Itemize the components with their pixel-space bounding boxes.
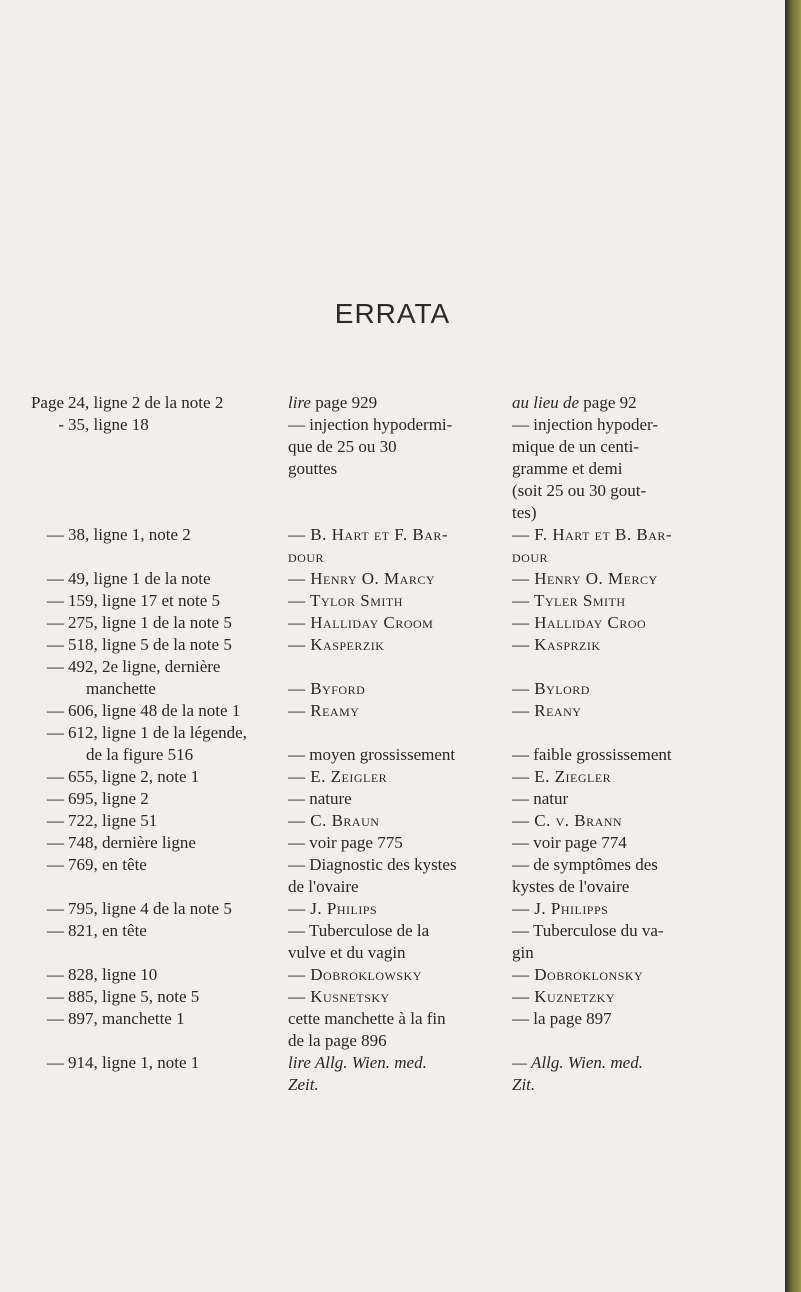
row-original: — J. Philipps [512, 899, 609, 918]
row-original: — C. v. Brann [512, 811, 623, 830]
row-location: 897, manchette 1 [68, 1009, 185, 1028]
row-correction: — Reamy [288, 701, 360, 720]
row-location: 159, ligne 17 et note 5 [68, 591, 221, 610]
errata-row [0, 898, 785, 920]
page-title: ERRATA [334, 298, 451, 329]
row-location: 795, ligne 4 de la note 5 [68, 899, 232, 918]
row-location: 35, ligne 18 [68, 415, 149, 434]
row-dash: — [47, 767, 64, 786]
row-location: 722, ligne 51 [68, 811, 158, 830]
row-dash: — [47, 811, 64, 830]
row-location: 695, ligne 2 [68, 789, 149, 808]
errata-row [0, 832, 785, 854]
row-correction: — J. Philips [288, 899, 378, 918]
row-location: 769, en tête [68, 855, 147, 874]
errata-row [0, 568, 785, 590]
row-correction: — Byford [288, 679, 366, 698]
row-location: 828, ligne 10 [68, 965, 158, 984]
errata-row [0, 414, 785, 524]
row-correction: — moyen grossissement [288, 745, 456, 764]
row-dash: — [47, 855, 64, 874]
row-dash: — [47, 635, 64, 654]
row-original: — la page 897 [512, 1009, 612, 1028]
row-original: — E. Ziegler [512, 767, 612, 786]
row-correction: — Tuberculose de la vulve et du vagin [288, 921, 430, 962]
header-page-label: Page [30, 393, 64, 412]
row-dash: — [47, 723, 64, 742]
errata-row [0, 810, 785, 832]
row-location: 655, ligne 2, note 1 [68, 767, 200, 786]
row-correction: — E. Zeigler [288, 767, 388, 786]
row-correction: — nature [288, 789, 352, 808]
row-correction: — injection hypodermi- que de 25 ou 30 gouttes [288, 415, 453, 478]
row-location: 914, ligne 1, note 1 [68, 1053, 200, 1072]
row-correction: — voir page 775 [288, 833, 403, 852]
row-original: — Kasprzik [512, 635, 601, 654]
row-original: — Halliday Croo [512, 613, 647, 632]
errata-row [0, 788, 785, 810]
row-original: — faible grossissement [512, 745, 672, 764]
row-location: 821, en tête [68, 921, 147, 940]
row-dash: - [58, 415, 64, 434]
header-read: lire page 929 [288, 393, 378, 412]
row-original: — Tyler Smith [512, 591, 626, 610]
row-correction: — Diagnostic des kystes de l'ovaire [288, 855, 457, 896]
errata-header-row [0, 392, 785, 414]
row-correction: cette manchette à la fin de la page 896 [288, 1009, 446, 1050]
row-original: — Reany [512, 701, 582, 720]
row-correction: — Kusnetsky [288, 987, 390, 1006]
row-location: 518, ligne 5 de la note 5 [68, 635, 232, 654]
header-location: 24, ligne 2 de la note 2 [68, 393, 224, 412]
errata-row [0, 656, 785, 700]
errata-row [0, 964, 785, 986]
errata-row [0, 1052, 785, 1096]
row-correction: — Henry O. Marcy [288, 569, 436, 588]
row-location: 748, dernière ligne [68, 833, 196, 852]
errata-row [0, 590, 785, 612]
row-correction: — Tylor Smith [288, 591, 403, 610]
errata-row [0, 766, 785, 788]
row-correction: — C. Braun [288, 811, 380, 830]
errata-row [0, 612, 785, 634]
row-original: — Kuznetzky [512, 987, 616, 1006]
row-dash: — [47, 1009, 64, 1028]
errata-table [0, 392, 785, 1096]
errata-row [0, 854, 785, 898]
row-original: — Tuberculose du va- gin [512, 921, 664, 962]
row-dash: — [47, 701, 64, 720]
row-location: 49, ligne 1 de la note [68, 569, 211, 588]
row-correction: lire Allg. Wien. med. Zeit. [288, 1053, 427, 1094]
row-dash: — [47, 987, 64, 1006]
row-location: 885, ligne 5, note 5 [68, 987, 200, 1006]
row-dash: — [47, 613, 64, 632]
errata-row [0, 722, 785, 766]
row-dash: — [47, 569, 64, 588]
errata-row [0, 986, 785, 1008]
row-dash: — [47, 1053, 64, 1072]
row-dash: — [47, 657, 64, 676]
page-edge [785, 0, 801, 1292]
row-location: 275, ligne 1 de la note 5 [68, 613, 232, 632]
row-dash: — [47, 591, 64, 610]
row-original: — F. Hart et B. Bar- dour [512, 525, 673, 566]
row-correction: — Dobroklowsky [288, 965, 422, 984]
row-location: 612, ligne 1 de la légende, de la figure 516 [68, 723, 247, 764]
row-correction: — Halliday Croom [288, 613, 434, 632]
row-correction: — B. Hart et F. Bar- dour [288, 525, 449, 566]
row-dash: — [47, 899, 64, 918]
row-dash: — [47, 921, 64, 940]
row-original: — de symptômes des kystes de l'ovaire [512, 855, 658, 896]
row-original: — Henry O. Mercy [512, 569, 658, 588]
row-dash: — [47, 833, 64, 852]
row-original: — Dobroklonsky [512, 965, 644, 984]
row-correction: — Kasperzik [288, 635, 385, 654]
errata-row [0, 524, 785, 568]
header-instead: au lieu de page 92 [512, 393, 637, 412]
row-original: — Bylord [512, 679, 590, 698]
errata-row [0, 1008, 785, 1052]
row-dash: — [47, 965, 64, 984]
row-original: — injection hypoder- mique de un centi- gramme et demi (soit 25 ou 30 gout- tes) [512, 415, 659, 522]
row-original: — voir page 774 [512, 833, 627, 852]
row-location: 606, ligne 48 de la note 1 [68, 701, 241, 720]
errata-row [0, 920, 785, 964]
row-original: — Allg. Wien. med. Zit. [512, 1053, 643, 1094]
row-dash: — [47, 789, 64, 808]
row-location: 38, ligne 1, note 2 [68, 525, 191, 544]
errata-row [0, 634, 785, 656]
row-original: — natur [512, 789, 569, 808]
errata-row [0, 700, 785, 722]
row-dash: — [47, 525, 64, 544]
row-location: 492, 2e ligne, dernière manchette [68, 657, 221, 698]
